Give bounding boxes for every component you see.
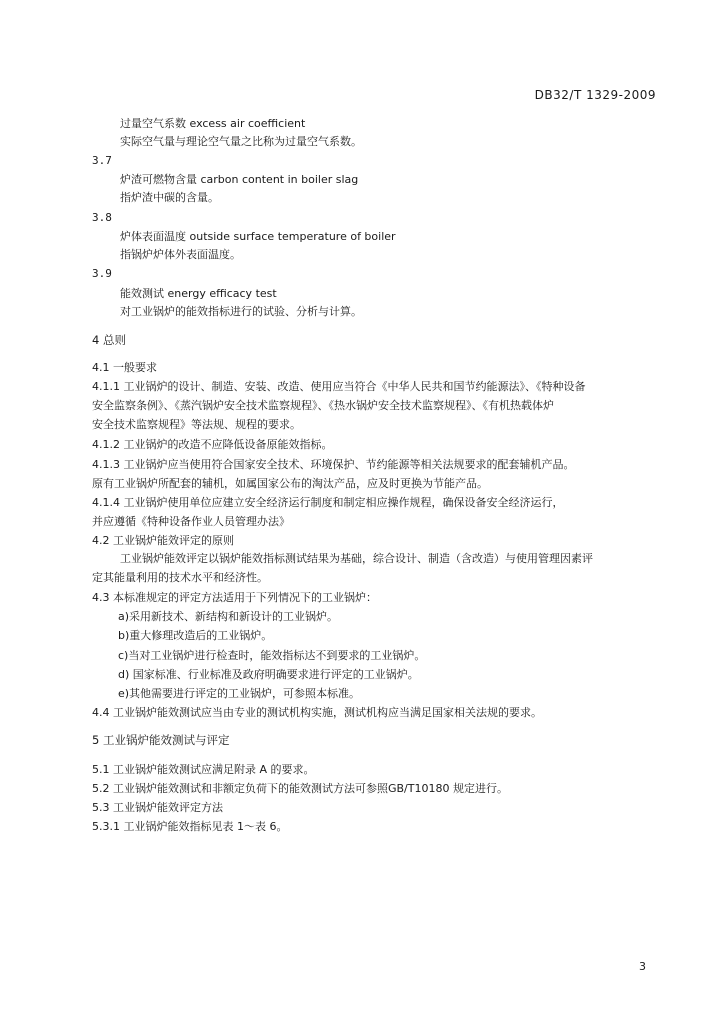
section-4-title: 4 总则 xyxy=(92,333,126,347)
def-efficacy-test: 对工业锅炉的能效指标进行的试验、分析与计算。 xyxy=(120,305,362,318)
def-surface-temperature: 指锅炉炉体外表面温度。 xyxy=(120,248,241,261)
section-4-1-title: 4.1 一般要求 xyxy=(92,361,157,374)
clause-4-4: 4.4 工业锅炉能效测试应当由专业的测试机构实施，测试机构应当满足国家相关法规的要求。 xyxy=(92,706,542,719)
term-carbon-content: 炉渣可燃物含量 carbon content in boiler slag xyxy=(120,173,359,186)
clause-4-1-4-line2: 并应遵循《特种设备作业人员管理办法》 xyxy=(92,515,290,528)
clause-5-1: 5.1 工业锅炉能效测试应满足附录 A 的要求。 xyxy=(92,763,315,776)
clause-4-1-4-line1: 4.1.4 工业锅炉使用单位应建立安全经济运行制度和制定相应操作规程，确保设备安全经济运行， xyxy=(92,496,564,509)
clause-number: 3.7 xyxy=(92,154,112,167)
term-efficacy-test: 能效测试 energy efficacy test xyxy=(120,287,277,300)
list-item: e)其他需要进行评定的工业锅炉，可参照本标准。 xyxy=(118,687,361,700)
list-item: b)重大修理改造后的工业锅炉。 xyxy=(118,629,273,642)
list-item: c)当对工业锅炉进行检查时，能效指标达不到要求的工业锅炉。 xyxy=(118,649,426,662)
clause-4-2-line1: 工业锅炉能效评定以锅炉能效指标测试结果为基础，综合设计、制造（含改造）与使用管理因素评 xyxy=(120,552,593,565)
def-carbon-content: 指炉渣中碳的含量。 xyxy=(120,191,219,204)
clause-number: 3.9 xyxy=(92,267,112,280)
def-excess-air: 实际空气量与理论空气量之比称为过量空气系数。 xyxy=(120,135,362,148)
clause-4-1-1-line1: 4.1.1 工业锅炉的设计、制造、安装、改造、使用应当符合《中华人民共和国节约能源法》、《特种设备 xyxy=(92,380,586,393)
clause-4-1-3-line1: 4.1.3 工业锅炉应当使用符合国家安全技术、环境保护、节约能源等相关法规要求的配套辅机产品。 xyxy=(92,458,575,471)
clause-4-2-line2: 定其能量利用的技术水平和经济性。 xyxy=(92,571,268,584)
clause-4-1-1-line3: 安全技术监察规程》等法规、规程的要求。 xyxy=(92,418,301,431)
clause-4-1-2: 4.1.2 工业锅炉的改造不应降低设备原能效指标。 xyxy=(92,438,333,451)
term-excess-air: 过量空气系数 excess air coefficient xyxy=(120,117,306,130)
list-item: d) 国家标准、行业标准及政府明确要求进行评定的工业锅炉。 xyxy=(118,668,419,681)
clause-4-1-3-line2: 原有工业锅炉所配套的辅机，如属国家公布的淘汰产品，应及时更换为节能产品。 xyxy=(92,477,488,490)
clause-4-1-1-line2: 安全监察条例》、《蒸汽锅炉安全技术监察规程》、《热水锅炉安全技术监察规程》、《有机热载体炉 xyxy=(92,399,554,412)
section-5-3-title: 5.3 工业锅炉能效评定方法 xyxy=(92,801,223,814)
list-item: a)采用新技术、新结构和新设计的工业锅炉。 xyxy=(118,610,339,623)
clause-4-3: 4.3 本标准规定的评定方法适用于下列情况下的工业锅炉： xyxy=(92,591,377,604)
section-4-2-title: 4.2 工业锅炉能效评定的原则 xyxy=(92,534,234,547)
term-surface-temperature: 炉体表面温度 outside surface temperature of boiler xyxy=(120,230,396,243)
clause-5-3-1: 5.3.1 工业锅炉能效指标见表 1～表 6。 xyxy=(92,820,288,833)
document-code: DB32/T 1329-2009 xyxy=(534,88,656,102)
page-number: 3 xyxy=(639,960,646,973)
section-5-title: 5 工业锅炉能效测试与评定 xyxy=(92,733,230,747)
clause-number: 3.8 xyxy=(92,211,112,224)
clause-5-2: 5.2 工业锅炉能效测试和非额定负荷下的能效测试方法可参照GB/T10180 规定进行。 xyxy=(92,782,508,795)
